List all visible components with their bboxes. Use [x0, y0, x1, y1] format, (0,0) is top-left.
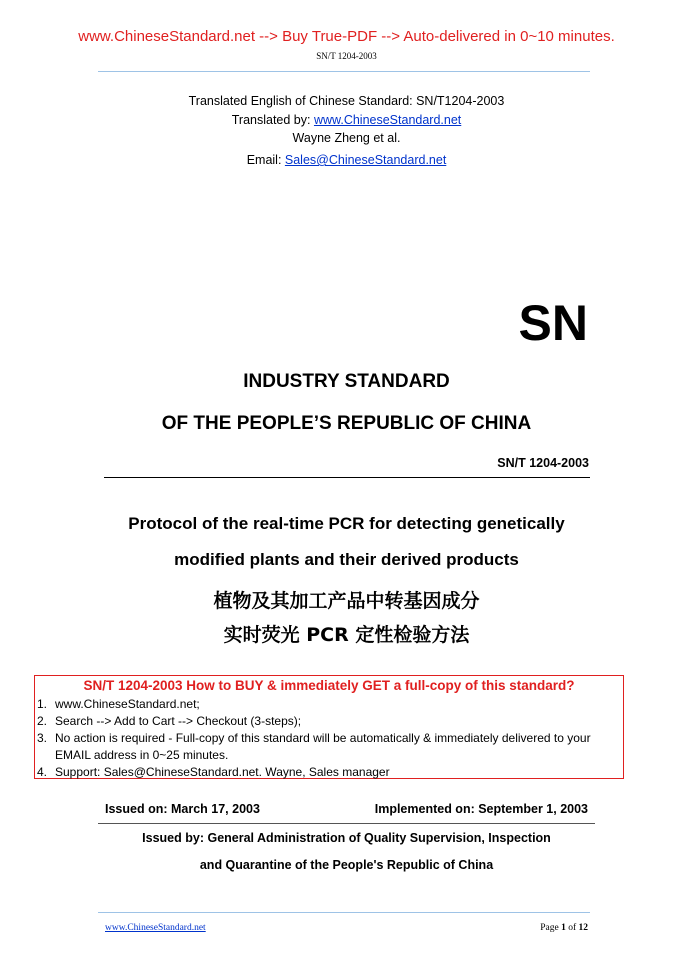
republic-heading: OF THE PEOPLE’S REPUBLIC OF CHINA [161, 413, 532, 434]
email-link[interactable]: Sales@ChineseStandard.net [284, 153, 447, 167]
step-number: 2. [37, 714, 48, 728]
title-english-line2: modified plants and their derived products [174, 550, 519, 569]
page-indicator [540, 923, 588, 933]
step-text: No action is required - Full-copy of this standard will be automatically & immediately delivered to your EMAIL address in 0~25 minutes. [55, 731, 591, 762]
purchase-step [37, 713, 619, 730]
industry-standard-heading: INDUSTRY STANDARD [243, 371, 450, 392]
dates-divider [98, 823, 595, 824]
step-number: 4. [37, 765, 48, 779]
step-number: 3. [37, 731, 48, 745]
translator-name: Wayne Zheng et al. [292, 131, 401, 145]
issuer-line1: Issued by: General Administration of Quality Supervision, Inspection [142, 831, 551, 845]
header-standard-code: SN/T 1204-2003 [316, 51, 377, 61]
translator-website-link[interactable]: www.ChineseStandard.net [313, 113, 462, 127]
title-divider [104, 477, 590, 478]
title-chinese-line1: 植物及其加工产品中转基因成分 [213, 590, 480, 612]
page-current: 1 [561, 923, 566, 933]
translated-by-label: Translated by: [231, 113, 314, 127]
footer-divider [98, 912, 590, 913]
step-number: 1. [37, 697, 48, 711]
purchase-info-box [34, 675, 624, 779]
sn-mark: SN [518, 295, 588, 351]
standard-number: SN/T 1204-2003 [497, 456, 589, 470]
purchase-box-title: SN/T 1204-2003 How to BUY & immediately GET a full-copy of this standard? [83, 678, 575, 693]
purchase-step [37, 696, 619, 713]
purchase-step [37, 730, 619, 764]
title-english-line1: Protocol of the real-time PCR for detecting genetically [128, 514, 565, 533]
page-of-label: of [565, 923, 579, 933]
email-label: Email: [246, 153, 285, 167]
translated-line: Translated English of Chinese Standard: SN/T1204-2003 [188, 94, 505, 108]
page-label: Page [540, 923, 562, 933]
purchase-steps-list [37, 696, 619, 781]
implemented-on-date: Implemented on: September 1, 2003 [374, 802, 588, 816]
step-text: Support: Sales@ChineseStandard.net. Wayne, Sales manager [55, 765, 390, 779]
email-line [0, 153, 693, 167]
step-text: Search --> Add to Cart --> Checkout (3-steps); [55, 714, 302, 728]
footer-website-link[interactable]: www.ChineseStandard.net [105, 923, 206, 933]
purchase-step [37, 764, 619, 781]
top-banner[interactable]: www.ChineseStandard.net --> Buy True-PDF --> Auto-delivered in 0~10 minutes. [78, 28, 615, 45]
issued-on-date: Issued on: March 17, 2003 [105, 802, 260, 816]
translated-by-line [0, 113, 693, 127]
header-divider [98, 71, 590, 72]
step-text: www.ChineseStandard.net; [55, 697, 200, 711]
issuer-line2: and Quarantine of the People's Republic of China [199, 858, 494, 872]
page-total: 12 [578, 923, 588, 933]
title-chinese-line2: 实时荧光 PCR 定性检验方法 [223, 624, 470, 646]
